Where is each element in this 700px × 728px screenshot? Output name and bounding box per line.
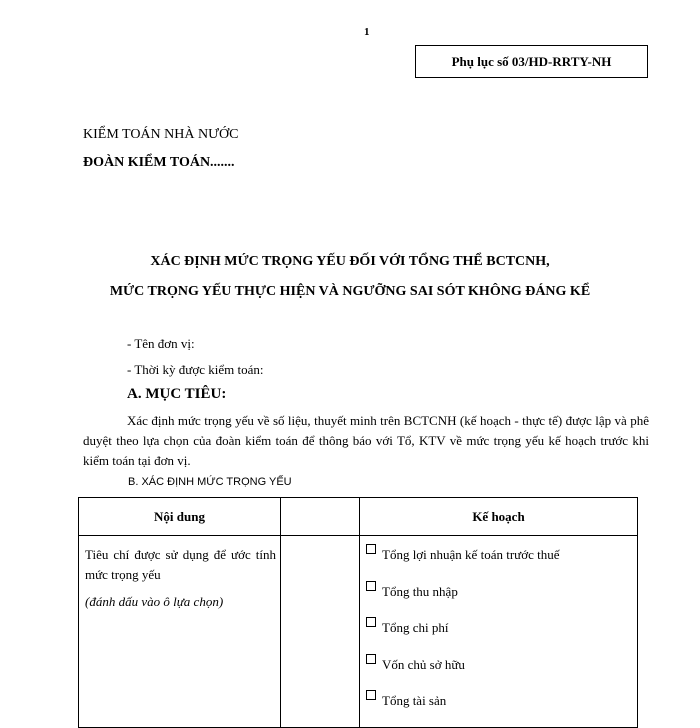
document-title-line-1: XÁC ĐỊNH MỨC TRỌNG YẾU ĐỐI VỚI TỔNG THỂ BCTCNH, [150, 254, 550, 269]
criteria-note: (đánh dấu vào ô lựa chọn) [85, 594, 224, 609]
criteria-cell [79, 536, 281, 728]
empty-cell [281, 536, 360, 728]
option-equity[interactable] [366, 654, 637, 691]
header-plan: Kế hoạch [360, 498, 638, 536]
appendix-label: Phụ lục số 03/HD-RRTY-NH [415, 45, 648, 78]
option-profit-before-tax[interactable] [366, 544, 637, 581]
options-cell [360, 536, 638, 728]
document-title-line-2: MỨC TRỌNG YẾU THỰC HIỆN VÀ NGƯỠNG SAI SÓT KHÔNG ĐÁNG KỂ [109, 284, 591, 299]
option-label: Tổng thu nhập [382, 583, 458, 599]
checkbox-icon[interactable] [366, 581, 376, 591]
option-label: Tổng chi phí [382, 620, 449, 635]
table-row [79, 536, 638, 728]
page-number: 1 [364, 26, 370, 38]
header-content: Nội dung [79, 498, 281, 536]
checkbox-icon[interactable] [366, 690, 376, 700]
checkbox-icon[interactable] [366, 617, 376, 627]
criteria-label: Tiêu chí được sử dụng để ước tính mức trọng yếu [85, 547, 276, 582]
checkbox-icon[interactable] [366, 544, 376, 554]
audit-team-name: ĐOÀN KIỂM TOÁN....... [83, 155, 235, 170]
option-total-assets[interactable] [366, 690, 637, 727]
audit-period-field: - Thời kỳ được kiểm toán: [127, 362, 264, 377]
option-label: Vốn chủ sở hữu [382, 656, 465, 672]
section-b-heading: B. XÁC ĐỊNH MỨC TRỌNG YẾU [128, 476, 292, 488]
option-total-expenses[interactable] [366, 617, 637, 654]
objective-paragraph: Xác định mức trọng yếu về số liệu, thuyết minh trên BCTCNH (kế hoạch - thực tế) được lập và phê duyệt theo lựa chọn của đoàn kiểm toán để thông báo với Tổ, KTV về mức trọng yếu kế hoạch trước khi kiểm toán tại đơn vị. [83, 413, 649, 468]
materiality-table [78, 497, 638, 728]
header-empty [281, 498, 360, 536]
checkbox-icon[interactable] [366, 654, 376, 664]
option-label: Tổng tài sản [382, 693, 447, 708]
option-total-income[interactable] [366, 581, 637, 618]
table-header-row [79, 498, 638, 536]
section-a-heading: A. MỤC TIÊU: [127, 386, 227, 402]
unit-name-field: - Tên đơn vị: [127, 336, 195, 351]
agency-name: KIỂM TOÁN NHÀ NƯỚC [83, 127, 239, 142]
option-label: Tổng lợi nhuận kế toán trước thuế [382, 547, 560, 562]
